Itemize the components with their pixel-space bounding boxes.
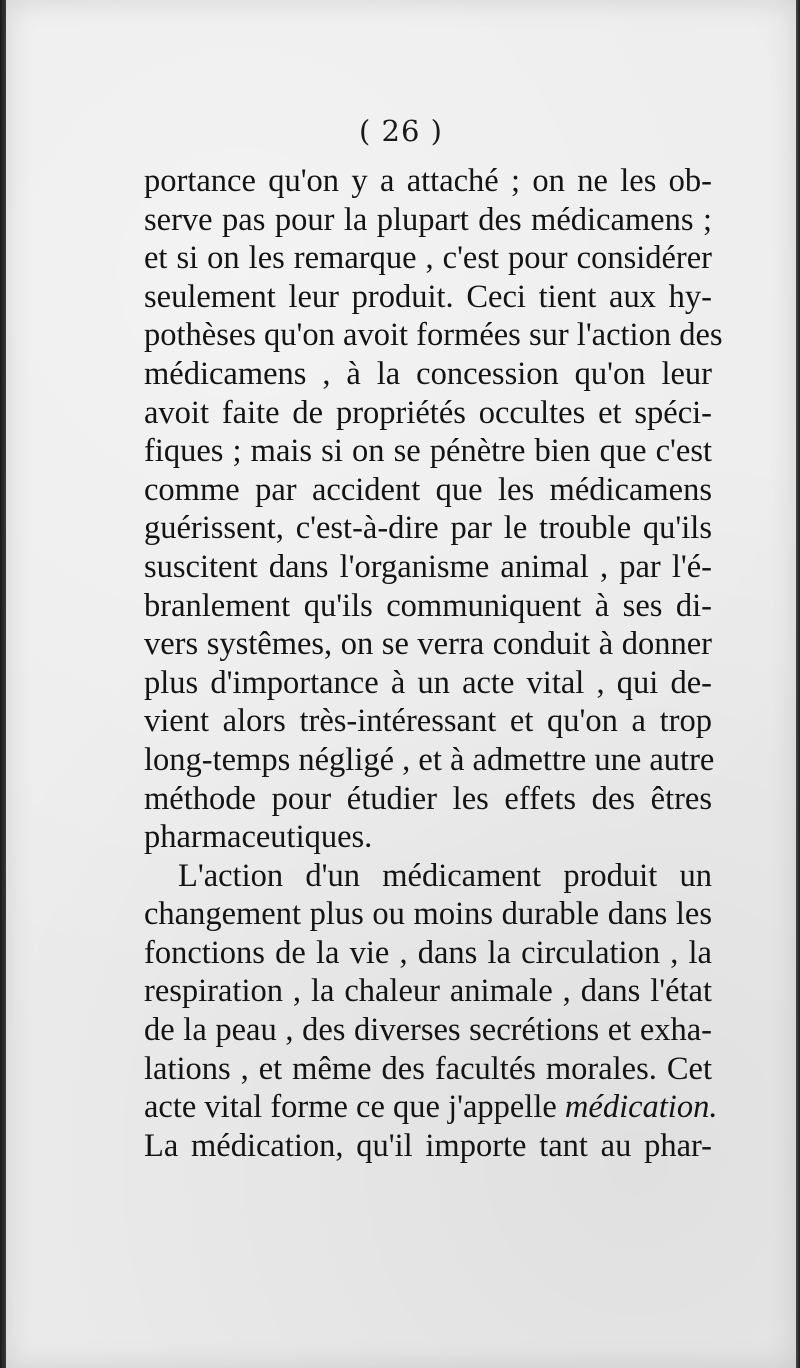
text-line: suscitent dans l'organisme animal , par l'é- <box>144 548 712 585</box>
text-line: serve pas pour la plupart des médicamens ; <box>144 201 712 238</box>
book-page <box>6 0 796 1368</box>
text-line: portance qu'on y a attaché ; on ne les ob- <box>144 163 712 199</box>
text-line: vient alors très-intéressant et qu'on a trop <box>144 703 712 740</box>
line-text: acte vital forme ce que j'appelle <box>144 1089 557 1126</box>
text-line-with-term <box>144 1088 718 1127</box>
text-line: plus d'importance à un acte vital , qui de- <box>144 664 712 701</box>
page-number: ( 26 ) <box>359 114 443 148</box>
text-line: lations , et même des facultés morales. Cet <box>144 1050 712 1087</box>
text-line: pothèses qu'on avoit formées sur l'action des <box>144 317 723 354</box>
text-line: comme par accident que les médicamens <box>144 471 712 508</box>
text-line: respiration , la chaleur animale , dans l'état <box>144 973 712 1010</box>
text-line: avoit faite de propriétés occultes et spéci- <box>144 394 712 431</box>
paragraph-end-line: pharmaceutiques. <box>144 819 373 856</box>
text-line: La médication, qu'il importe tant au phar- <box>144 1127 712 1164</box>
text-line: branlement qu'ils communiquent à ses di- <box>144 587 712 624</box>
text-line: guérissent, c'est-à-dire par le trouble qu'ils <box>144 510 712 547</box>
text-line: méthode pour étudier les effets des êtres <box>144 780 712 817</box>
text-line: seulement leur produit. Ceci tient aux hy- <box>144 278 712 315</box>
text-line: vers systêmes, on se verra conduit à donner <box>144 626 712 663</box>
body-text <box>144 162 723 1165</box>
text-line: de la peau , des diverses secrétions et exha- <box>144 1012 712 1049</box>
paragraph-start-line: L'action d'un médicament produit un <box>178 857 712 894</box>
text-line: fonctions de la vie , dans la circulation , la <box>144 934 712 971</box>
text-line: et si on les remarque , c'est pour considérer <box>144 240 712 277</box>
scan-right-edge <box>796 0 800 1368</box>
text-line: changement plus ou moins durable dans les <box>144 896 712 933</box>
italic-term: médication. <box>564 1089 718 1126</box>
text-line: long-temps négligé , et à admettre une autre <box>144 741 715 778</box>
text-line: médicamens , à la concession qu'on leur <box>144 355 712 392</box>
text-line: fiques ; mais si on se pénètre bien que c'est <box>144 433 712 470</box>
